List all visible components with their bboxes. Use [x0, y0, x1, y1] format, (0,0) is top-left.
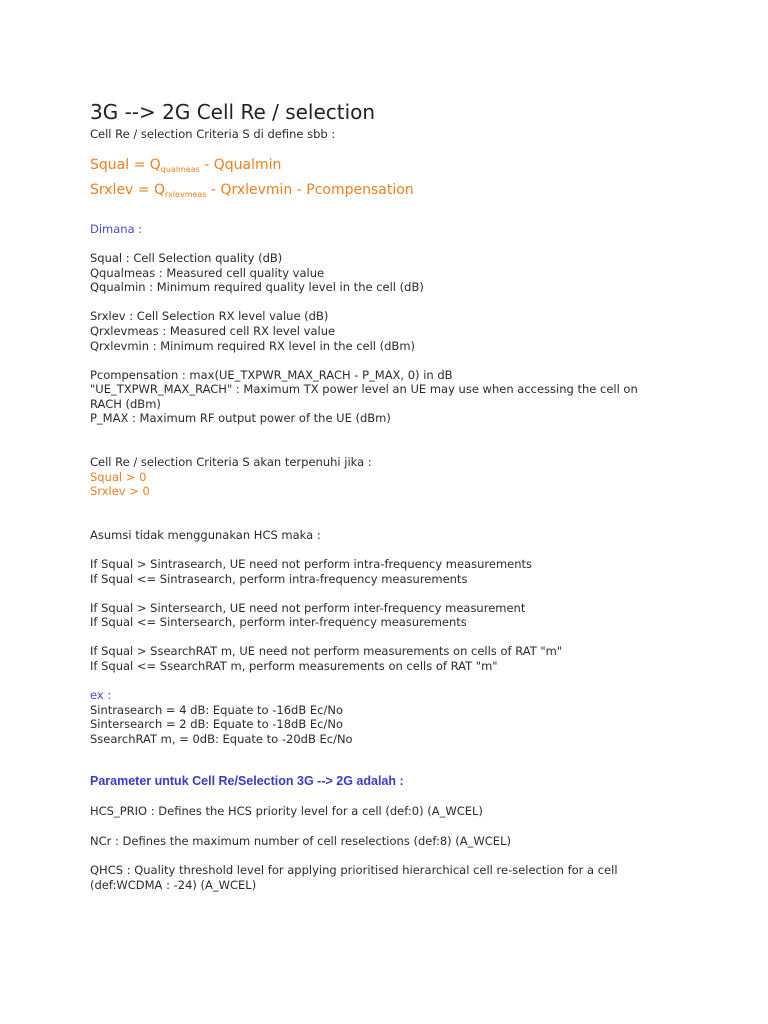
example-1: Sintrasearch = 4 dB: Equate to -16dB Ec/No	[90, 703, 343, 717]
formula-squal-sub: qualmeas	[160, 165, 200, 174]
def-pmax: P_MAX : Maximum RF output power of the UE (dBm)	[90, 411, 391, 425]
formula-srxlev-rhs: - Qrxlevmin - Pcompensation	[206, 182, 414, 198]
criteria-text: Cell Re / selection Criteria S akan terpenuhi jika :	[90, 455, 372, 469]
formula-srxlev-lhs: Srxlev = Q	[90, 182, 165, 198]
param-hcs-prio: HCS_PRIO : Defines the HCS priority level for a cell (def:0) (A_WCEL)	[90, 804, 483, 818]
rat-line-1: If Squal > SsearchRAT m, UE need not perform measurements on cells of RAT "m"	[90, 644, 563, 658]
criteria-squal: Squal > 0	[90, 470, 147, 484]
example-3: SsearchRAT m, = 0dB: Equate to -20dB Ec/No	[90, 732, 353, 746]
hcs-intro: Asumsi tidak menggunakan HCS maka :	[90, 528, 321, 542]
ex-label: ex :	[90, 688, 112, 702]
def-squal: Squal : Cell Selection quality (dB)	[90, 251, 283, 265]
intra-line-1: If Squal > Sintrasearch, UE need not perform intra-frequency measurements	[90, 557, 533, 571]
def-qrxlevmin: Qrxlevmin : Minimum required RX level in the cell (dBm)	[90, 339, 416, 353]
formula-srxlev-sub: rxlevmeas	[165, 190, 207, 199]
intro-text: Cell Re / selection Criteria S di define sbb :	[90, 127, 336, 141]
dimana-label: Dimana :	[90, 222, 143, 236]
rat-line-2: If Squal <= SsearchRAT m, perform measurements on cells of RAT "m"	[90, 659, 498, 673]
param-ncr: NCr : Defines the maximum number of cell reselections (def:8) (A_WCEL)	[90, 834, 511, 848]
page-title: 3G --> 2G Cell Re / selection	[90, 100, 376, 124]
criteria-srxlev: Srxlev > 0	[90, 484, 150, 498]
intra-line-2: If Squal <= Sintrasearch, perform intra-frequency measurements	[90, 572, 468, 586]
param-qhcs: QHCS : Quality threshold level for applying prioritised hierarchical cell re-selection for a cell (def:WCDMA : -24) (A_WCEL)	[90, 863, 618, 892]
formula-squal	[90, 157, 281, 174]
inter-line-2: If Squal <= Sintersearch, perform inter-frequency measurements	[90, 615, 467, 629]
formula-srxlev	[90, 182, 414, 199]
def-qqualmeas: Qqualmeas : Measured cell quality value	[90, 266, 325, 280]
def-pcompensation: Pcompensation : max(UE_TXPWR_MAX_RACH - P_MAX, 0) in dB	[90, 368, 453, 382]
def-srxlev: Srxlev : Cell Selection RX level value (dB)	[90, 309, 329, 323]
example-2: Sintersearch = 2 dB: Equate to -18dB Ec/No	[90, 717, 344, 731]
formula-squal-rhs: - Qqualmin	[199, 157, 282, 173]
formula-squal-lhs: Squal = Q	[90, 157, 161, 173]
def-qqualmin: Qqualmin : Minimum required quality level in the cell (dB)	[90, 280, 424, 294]
param-heading: Parameter untuk Cell Re/Selection 3G --> 2G adalah :	[90, 774, 404, 788]
def-qrxlevmeas: Qrxlevmeas : Measured cell RX level value	[90, 324, 336, 338]
inter-line-1: If Squal > Sintersearch, UE need not perform inter-frequency measurement	[90, 601, 526, 615]
def-ue-txpwr: "UE_TXPWR_MAX_RACH" : Maximum TX power level an UE may use when accessing the cell on RACH (dBm)	[90, 382, 638, 411]
